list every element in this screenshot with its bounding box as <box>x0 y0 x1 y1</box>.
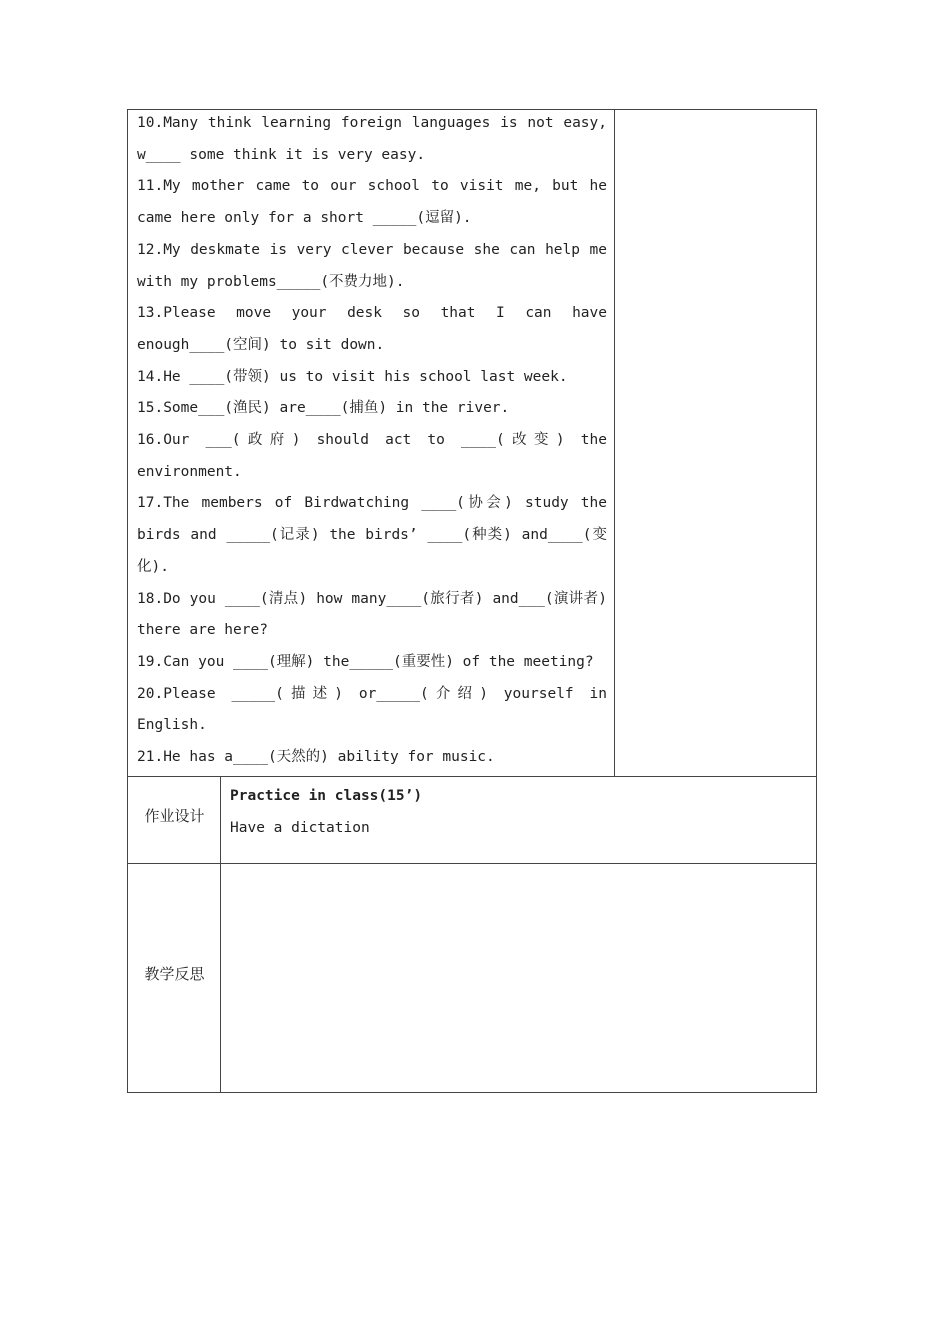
exercise-item: 21.He has a____(天然的) ability for music. <box>137 749 495 766</box>
exercise-item: 13.Please move your desk so that I can have enough____(空间) to sit down. <box>137 305 607 353</box>
exercise-list <box>137 108 607 774</box>
exercise-item: 10.Many think learning foreign languages is not easy, w____ some think it is very easy. <box>137 115 607 163</box>
exercise-item: 18.Do you ____(清点) how many____(旅行者) and___(演讲者) there are here? <box>137 590 607 639</box>
table-divider-homework <box>127 863 817 864</box>
table-border-right <box>816 109 817 1093</box>
table-border-left <box>127 109 128 1093</box>
exercise-item: 17.The members of Birdwatching ____(协会) study the birds and _____(记录) the birds’ ____(种类) and____(变化). <box>137 495 607 575</box>
reflection-content <box>230 880 800 1080</box>
exercise-item: 19.Can you ____(理解) the_____(重要性) of the meeting? <box>137 653 594 670</box>
table-column-divider-top <box>614 109 615 777</box>
exercise-item: 16.Our ___(政府) should act to ____(改变) the environment. <box>137 432 607 480</box>
exercise-item: 14.He ____(带领) us to visit his school last week. <box>137 368 568 385</box>
exercise-item: 20.Please _____(描述) or_____(介绍) yourself in English. <box>137 685 607 734</box>
homework-content: Have a dictation <box>230 820 370 836</box>
homework-label: 作业设计 <box>144 807 205 825</box>
exercise-item: 11.My mother came to our school to visit me, but he came here only for a short _____(逗留). <box>137 178 607 227</box>
exercise-item: 12.My deskmate is very clever because she can help me with my problems_____(不费力地). <box>137 241 607 290</box>
table-border-bottom <box>127 1092 817 1093</box>
table-divider-exercises <box>127 776 817 777</box>
reflection-label: 教学反思 <box>144 965 205 983</box>
homework-title: Practice in class(15’) <box>230 788 423 804</box>
exercise-item: 15.Some___(渔民) are____(捕鱼) in the river. <box>137 400 510 417</box>
